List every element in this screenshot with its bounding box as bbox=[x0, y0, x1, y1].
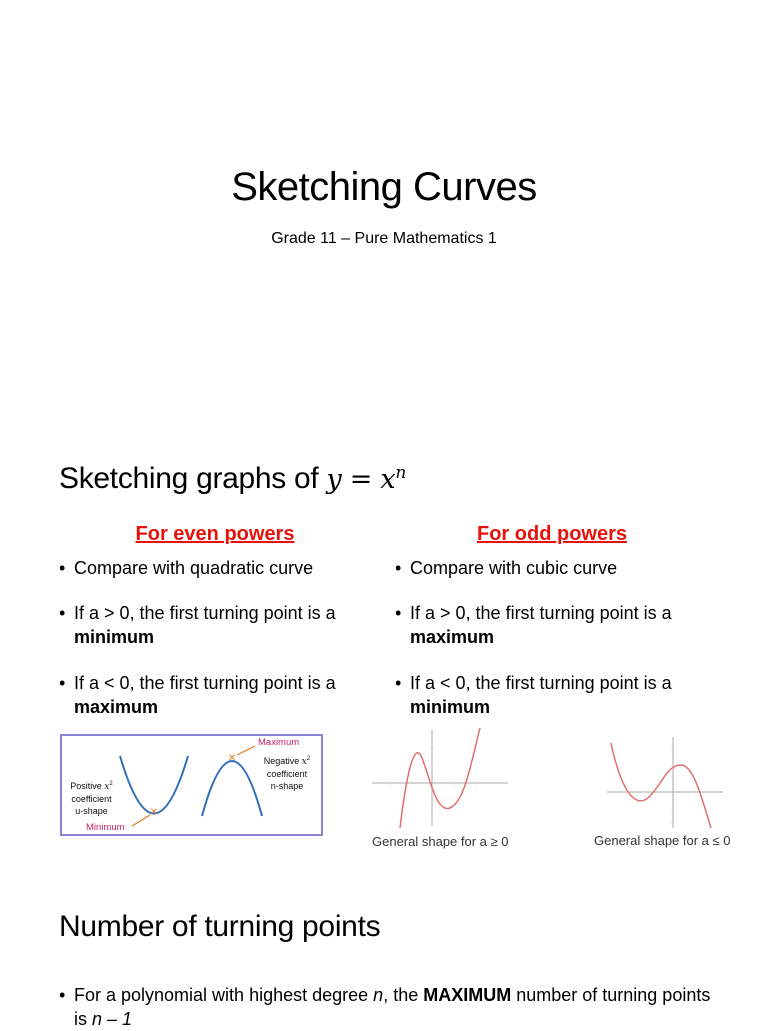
cubic-negative-graph bbox=[605, 735, 725, 830]
cubic-positive-caption: General shape for a ≥ 0 bbox=[372, 834, 509, 849]
note-text: coefficient bbox=[71, 794, 112, 804]
positive-coefficient-note bbox=[64, 778, 119, 817]
even-powers-list bbox=[59, 556, 369, 719]
note-text: u-shape bbox=[75, 806, 108, 816]
maximum-arrow bbox=[237, 746, 255, 755]
note-var: x bbox=[301, 757, 307, 767]
quadratic-shapes-figure bbox=[60, 734, 323, 836]
bullet-text: If a > 0, the first turning point is a bbox=[74, 603, 336, 623]
n-shape-curve bbox=[202, 761, 262, 816]
bullet-text: If a > 0, the first turning point is a bbox=[410, 603, 672, 623]
maximum-point-marker: ✕ bbox=[227, 753, 237, 764]
section-heading-turning-points: Number of turning points bbox=[59, 910, 381, 943]
note-exp: 2 bbox=[109, 781, 113, 787]
bullet-text: Compare with quadratic curve bbox=[74, 558, 314, 578]
equation-lhs: y bbox=[326, 464, 342, 495]
slide-subtitle: Grade 11 – Pure Mathematics 1 bbox=[271, 230, 497, 247]
cubic-positive-graph bbox=[370, 728, 510, 828]
slide-title: Sketching Curves bbox=[231, 165, 537, 209]
negative-coefficient-note bbox=[257, 753, 317, 792]
bullet-var: n bbox=[373, 985, 384, 1005]
section-heading-text: Sketching graphs of bbox=[59, 462, 327, 495]
note-var: x bbox=[104, 782, 110, 792]
even-bullet-2 bbox=[59, 601, 369, 649]
bullet-bold: minimum bbox=[410, 697, 491, 717]
note-exp: 2 bbox=[306, 756, 311, 762]
cubic-curve-positive bbox=[400, 728, 480, 828]
minimum-arrow bbox=[132, 815, 150, 826]
bullet-text: If a < 0, the first turning point is a bbox=[74, 673, 336, 693]
u-shape-curve bbox=[120, 756, 188, 814]
note-text: Negative bbox=[263, 756, 302, 766]
maximum-label: Maximum bbox=[258, 737, 300, 748]
bullet-text: Compare with cubic curve bbox=[410, 558, 618, 578]
equation-base: x bbox=[380, 464, 396, 495]
even-bullet-3 bbox=[59, 671, 369, 719]
note-text: n-shape bbox=[270, 781, 304, 791]
section-heading-graphs bbox=[59, 462, 406, 496]
bullet-bold: maximum bbox=[410, 627, 495, 647]
bullet-text: For a polynomial with highest degree bbox=[74, 985, 374, 1005]
bullet-bold: maximum bbox=[74, 697, 159, 717]
odd-bullet-1 bbox=[395, 556, 705, 580]
minimum-label: Minimum bbox=[86, 822, 125, 833]
note-text: coefficient bbox=[266, 769, 308, 779]
bullet-bold: minimum bbox=[74, 627, 155, 647]
bullet-text: , the bbox=[383, 985, 424, 1005]
odd-powers-heading: For odd powers bbox=[477, 523, 627, 545]
note-text: Positive bbox=[70, 781, 105, 791]
bullet-text: number of turning points is bbox=[74, 985, 711, 1029]
odd-powers-list bbox=[395, 556, 705, 719]
minimum-point-marker: ✕ bbox=[149, 807, 159, 818]
equation-operator: = bbox=[341, 464, 381, 495]
even-powers-heading: For even powers bbox=[135, 523, 295, 545]
equation-exponent: n bbox=[395, 463, 406, 483]
bullet-var: n – 1 bbox=[92, 1009, 133, 1029]
equation bbox=[327, 464, 406, 495]
cubic-curve-negative bbox=[611, 743, 711, 828]
bullet-bold: MAXIMUM bbox=[423, 985, 512, 1005]
even-bullet-1 bbox=[59, 556, 369, 580]
odd-bullet-2 bbox=[395, 601, 705, 649]
bullet-text: If a < 0, the first turning point is a bbox=[410, 673, 672, 693]
odd-bullet-3 bbox=[395, 671, 705, 719]
cubic-negative-caption: General shape for a ≤ 0 bbox=[594, 833, 731, 848]
